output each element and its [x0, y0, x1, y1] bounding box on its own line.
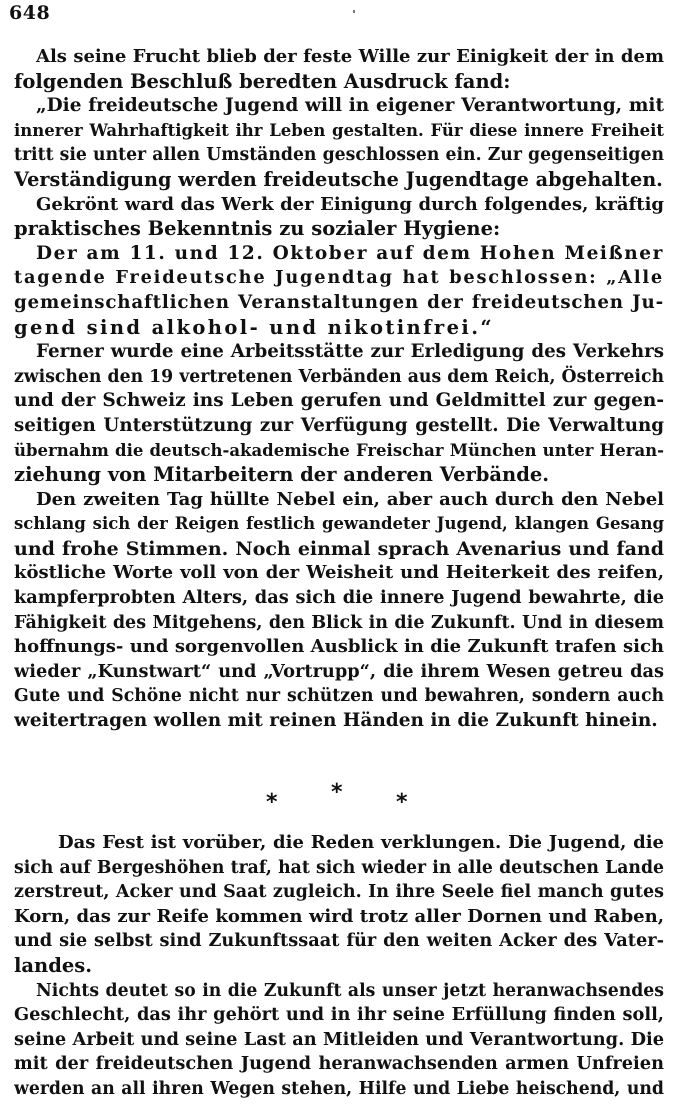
text-line: hoffnungs- und sorgenvollen Ausblick in die Zukunft trafen sich — [14, 636, 664, 658]
text-line: innerer Wahrhaftigkeit ihr Leben gestalten. Für diese innere Freiheit — [14, 120, 664, 140]
text-line: landes. — [14, 953, 93, 977]
text-line: folgenden Beschluß beredten Ausdruck fand: — [14, 69, 511, 93]
text-line: ziehung von Mitarbeitern der anderen Verbände. — [14, 463, 550, 487]
text-line: Geschlecht, das ihr gehört und in ihr seine Erfüllung finden soll, — [14, 1004, 664, 1026]
text-line: zwischen den 19 vertretenen Verbänden aus dem Reich, Österreich — [14, 366, 664, 387]
text-line: Gute und Schöne nicht nur schützen und bewahren, sondern auch — [14, 686, 664, 707]
text-line: Gekrönt ward das Werk der Einigung durch folgendes, kräftig — [36, 193, 664, 215]
text-line: und sie selbst sind Zukunftssaat für den weiten Acker des Vater- — [14, 930, 664, 952]
text-line: Nichts deutet so in die Zukunft als unser jetzt heranwachsendes — [36, 980, 664, 1001]
text-line: Als seine Frucht blieb der feste Wille zur Einigkeit der in dem — [36, 46, 664, 67]
text-line: Der am 11. und 12. Oktober auf dem Hohen Meißner — [36, 242, 664, 264]
text-line: gemeinschaftlichen Veranstaltungen der freideutschen Ju- — [14, 291, 664, 313]
text-line: Fähigkeit des Mitgehens, den Blick in die Zukunft. Und in diesem — [14, 612, 664, 633]
text-line: und der Schweiz ins Leben gerufen und Geldmittel zur gegen- — [14, 390, 664, 412]
page-number: 648 — [9, 2, 51, 24]
text-line: tagende Freideutsche Jugendtag hat beschlossen: „Alle — [14, 267, 664, 289]
text-line: schlang sich der Reigen festlich gewandeter Jugend, klangen Gesang — [14, 514, 664, 534]
separator-star: * — [331, 780, 343, 805]
section-separator — [0, 780, 674, 815]
text-line: Korn, das zur Reife kommen wird trotz aller Dornen und Raben, — [14, 905, 664, 927]
text-line: köstliche Worte voll von der Weisheit und Heiterkeit des reifen, — [14, 562, 664, 584]
text-line: praktisches Bekenntnis zu sozialer Hygiene: — [14, 217, 501, 241]
text-block-upper — [14, 45, 664, 734]
text-line: und frohe Stimmen. Noch einmal sprach Avenarius und fand — [14, 537, 664, 560]
text-line: kampferprobten Alters, das sich die innere Jugend bewahrte, die — [14, 587, 664, 609]
text-block-lower — [14, 831, 664, 1102]
text-line: zerstreut, Acker und Saat zugleich. In ihre Seele fiel manch gutes — [14, 882, 664, 903]
text-line: mit der freideutschen Jugend heranwachsenden armen Unfreien — [14, 1053, 664, 1075]
print-mark — [353, 10, 355, 13]
text-line: übernahm die deutsch-akademische Freischar München unter Heran- — [14, 440, 664, 460]
text-line: Ferner wurde eine Arbeitsstätte zur Erledigung des Verkehrs — [36, 341, 664, 363]
text-line: Das Fest ist vorüber, die Reden verklungen. Die Jugend, die — [58, 832, 664, 853]
separator-star: * — [396, 790, 408, 815]
text-line: „Die freideutsche Jugend will in eigener Verantwortung, mit — [36, 95, 664, 117]
text-line: gend sind alkohol- und nikotinfrei.“ — [14, 315, 495, 339]
separator-star: * — [266, 790, 278, 815]
text-line: Verständigung werden freideutsche Jugendtage abgehalten. — [14, 167, 663, 191]
text-line: sich auf Bergeshöhen traf, hat sich wieder in alle deutschen Lande — [14, 857, 664, 878]
text-line: werden an all ihren Wegen stehen, Hilfe und Liebe heischend, und — [14, 1078, 664, 1099]
text-line: weitertragen wollen mit reinen Händen in die Zukunft hinein. — [14, 710, 658, 732]
text-line: seitigen Unterstützung zur Verfügung gestellt. Die Verwaltung — [14, 414, 664, 436]
text-line: seine Arbeit und seine Last an Mitleiden und Verantwortung. Die — [14, 1028, 664, 1050]
text-line: Den zweiten Tag hüllte Nebel ein, aber auch durch den Nebel — [36, 488, 664, 510]
text-line: wieder „Kunstwart“ und „Vortrupp“, die ihrem Wesen getreu das — [14, 660, 664, 682]
text-line: tritt sie unter allen Umständen geschlossen ein. Zur gegenseitigen — [14, 145, 664, 166]
